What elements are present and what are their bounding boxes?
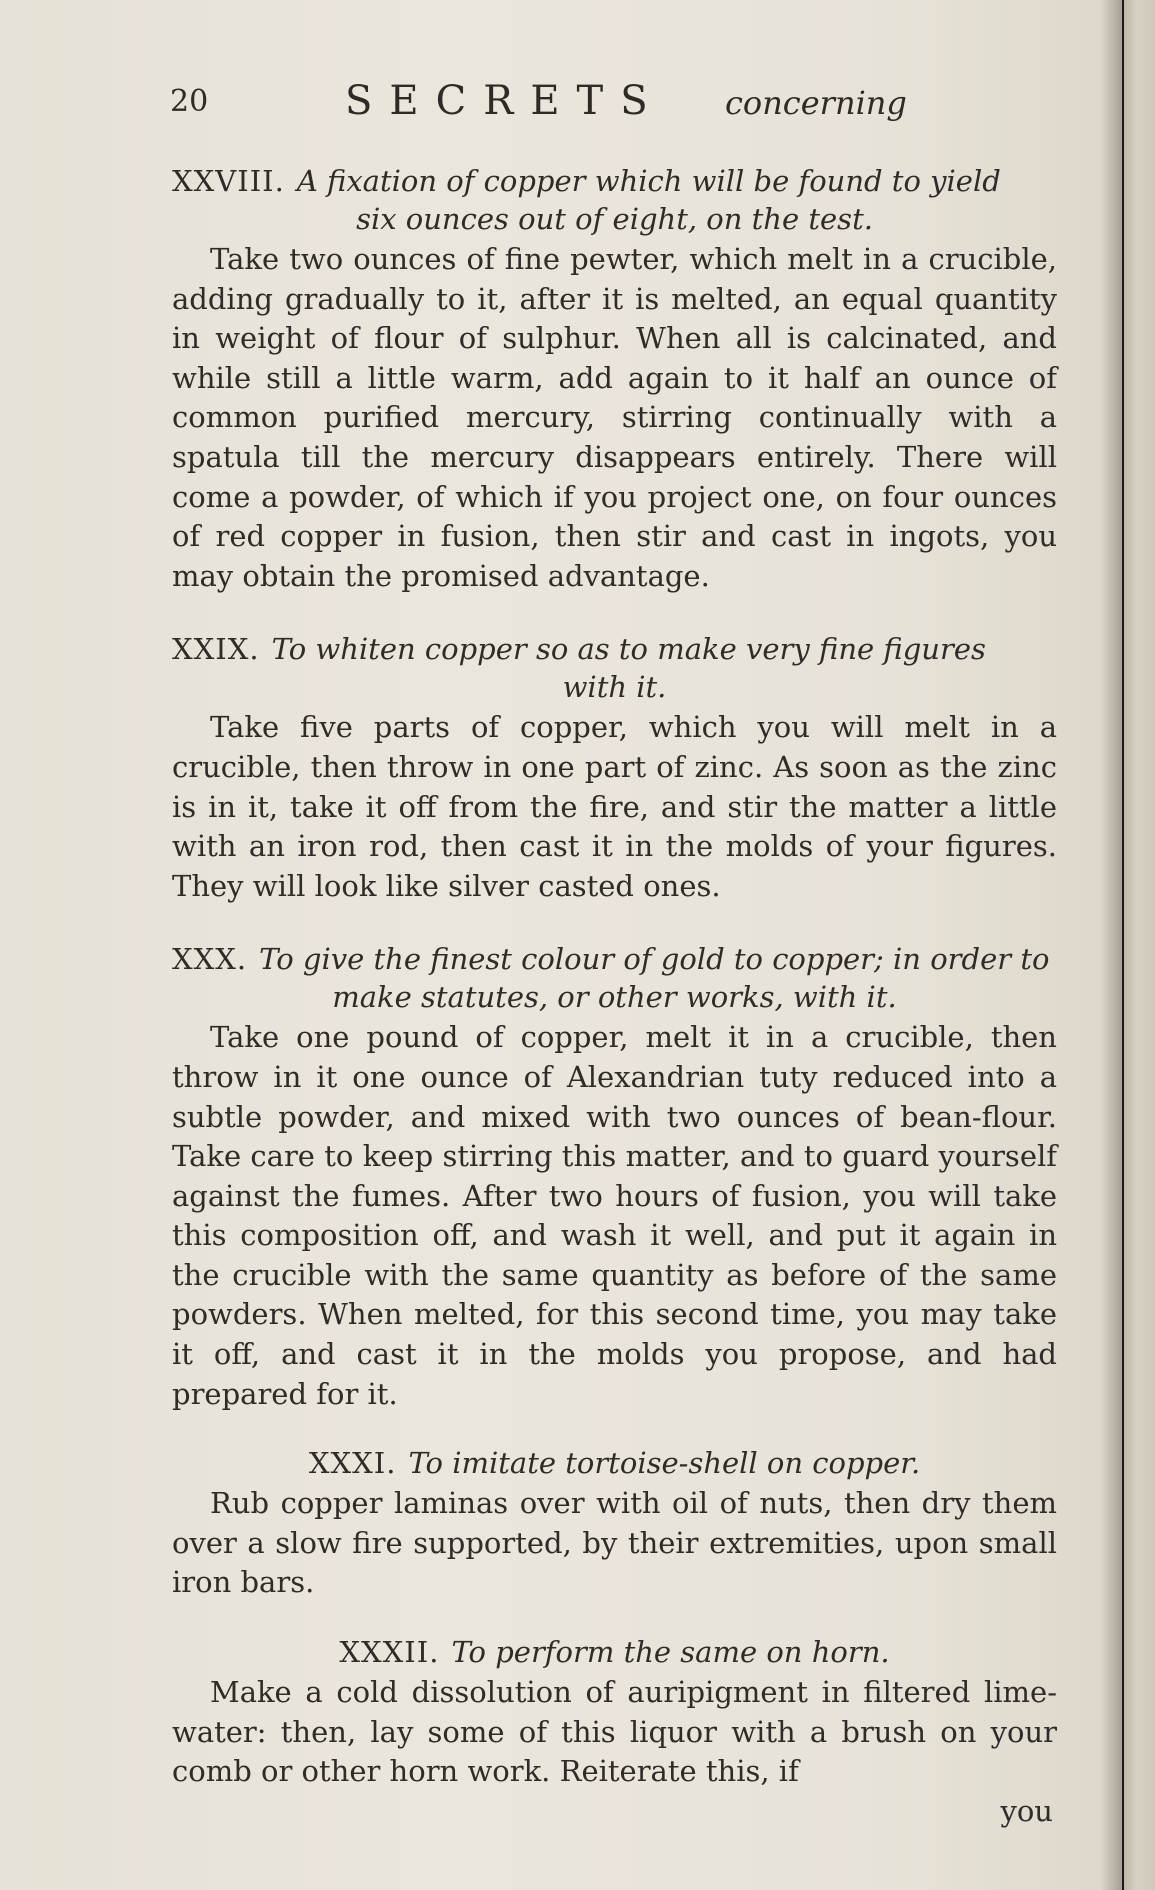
section-title-continued: six ounces out of eight, on the test. [356, 202, 873, 236]
section-body: Make a cold dissolution of auripigment in filtered lime-water: then, lay some of this liquor with a brush on your comb or other horn work. Reiterate this, if [172, 1675, 1057, 1789]
section-title: To perform the same on horn. [451, 1635, 890, 1670]
section-title: To imitate tortoise-shell on copper. [408, 1446, 921, 1481]
section-number: XXIX. [172, 632, 260, 667]
adjacent-page-edge [1124, 0, 1155, 1890]
section-body: Take two ounces of fine pewter, which melt in a crucible, adding gradually to it, after it is melted, an equal quantity in weight of flour of sulphur. When all is calcinated, and while still a little warm, add again to it half an ounce of common purified mercury, stirring continually with a spatula till the mercury disappears entirely. There will come a powder, of which if you project one, on four ounces of red copper in fusion, then stir and cast in ingots, you may obtain the promised advantage. [172, 242, 1057, 593]
section-heading [172, 630, 1057, 668]
section-xxxi [172, 1444, 1057, 1603]
binding-shadow [1100, 0, 1122, 1890]
section-number: XXX. [172, 942, 248, 977]
section-number: XXXII. [339, 1635, 440, 1670]
section-title-continued: make statutes, or other works, with it. [332, 980, 897, 1015]
section-title: To whiten copper so as to make very fine figures [271, 632, 986, 667]
section-heading [172, 940, 1057, 978]
section-heading [172, 162, 1057, 200]
section-xxxii [172, 1633, 1057, 1792]
running-title: SECRETS [345, 78, 665, 124]
section-spacer [172, 1414, 1057, 1444]
section-spacer [172, 596, 1057, 630]
section-body: Take one pound of copper, melt it in a crucible, then throw in it one ounce of Alexandrian tuty reduced into a subtle powder, and mixed with two ounces of bean-flour. Take care to keep stirring this matter, and to guard yourself against the fumes. After two hours of fusion, you will take this composition off, and wash it well, and put it again in the crucible with the same quantity as before of the same powders. When melted, for this second time, you may take it off, and cast it in the molds you propose, and had prepared for it. [172, 1020, 1057, 1411]
section-title-continued: with it. [562, 670, 667, 705]
section-body: Take five parts of copper, which you will melt in a crucible, then throw in one part of zinc. As soon as the zinc is in it, take it off from the fire, and stir the matter a little with an iron rod, then cast it in the molds of your figures. They will look like silver casted ones. [172, 710, 1057, 903]
section-title: To give the finest colour of gold to copper; in order to [259, 942, 1050, 977]
section-heading [172, 1633, 1057, 1671]
section-xxviii [172, 162, 1057, 596]
section-xxix [172, 630, 1057, 906]
page-number: 20 [170, 84, 209, 119]
running-header [170, 78, 910, 128]
page-content [172, 162, 1057, 1831]
section-number: XXVIII. [172, 164, 285, 198]
running-subtitle: concerning [725, 84, 907, 122]
catchword: you [1000, 1793, 1053, 1828]
section-spacer [172, 906, 1057, 940]
section-title: A fixation of copper which will be found to yield [296, 164, 1001, 198]
section-body: Rub copper laminas over with oil of nuts, then dry them over a slow fire supported, by their extremities, upon small iron bars. [172, 1486, 1057, 1600]
section-heading [172, 1444, 1057, 1482]
section-spacer [172, 1603, 1057, 1633]
section-xxx [172, 940, 1057, 1414]
section-number: XXXI. [308, 1446, 397, 1481]
